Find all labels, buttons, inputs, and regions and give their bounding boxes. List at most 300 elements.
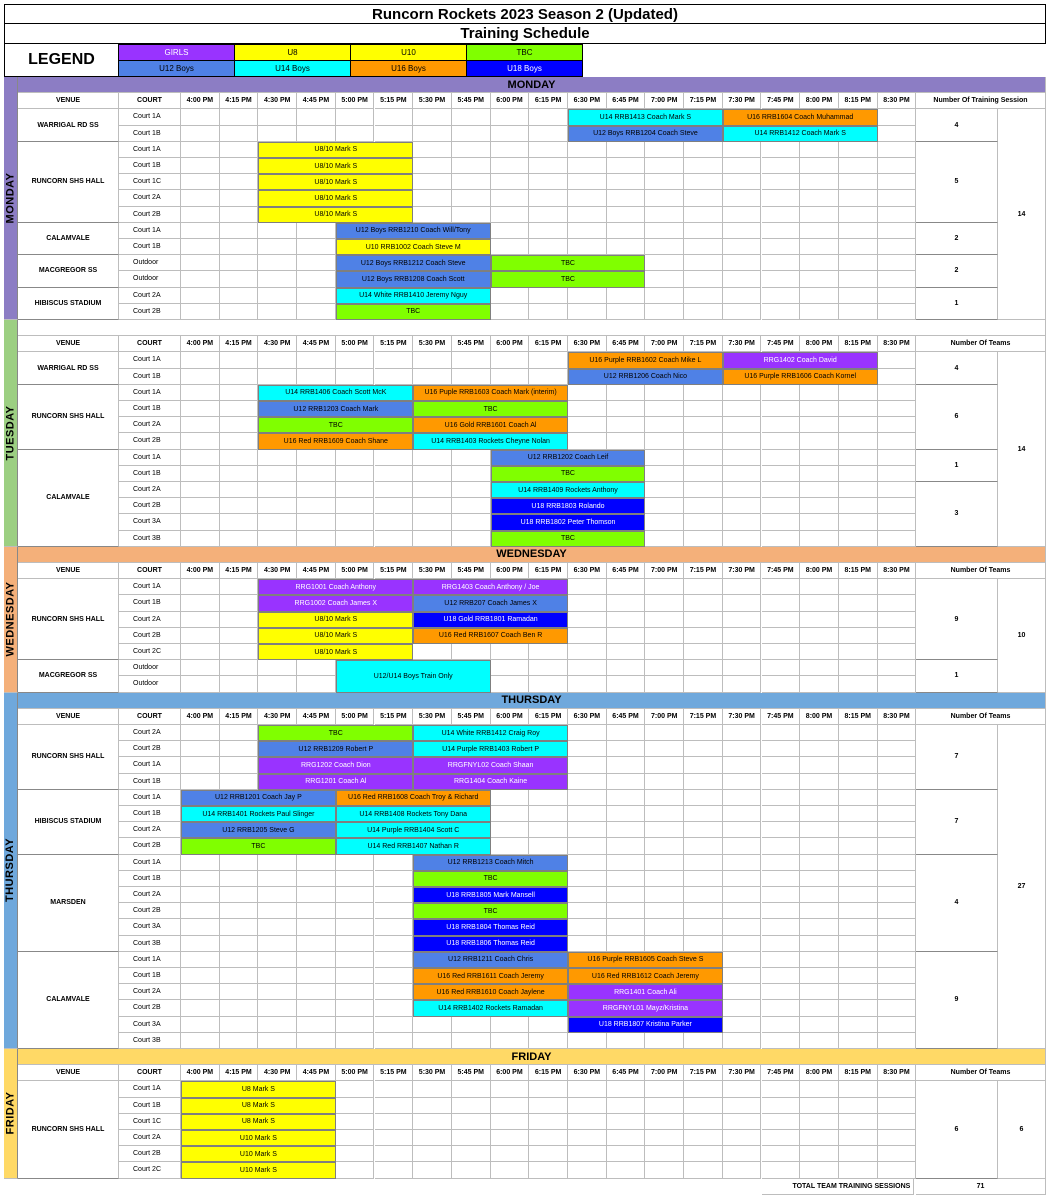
grid-cell bbox=[529, 1114, 568, 1130]
grid-cell bbox=[375, 968, 414, 984]
grid-cell bbox=[878, 790, 917, 806]
time-header: 4:15 PM bbox=[220, 93, 259, 109]
grid-cell bbox=[839, 1162, 878, 1178]
grid-cell bbox=[258, 271, 297, 287]
venue-team-count: 7 bbox=[916, 790, 998, 855]
time-header: 6:30 PM bbox=[568, 336, 607, 352]
grid-cell bbox=[568, 725, 607, 741]
grid-cell bbox=[800, 433, 839, 449]
time-header: 8:00 PM bbox=[800, 709, 839, 725]
grid-cell bbox=[684, 450, 723, 466]
court-label: Court 1B bbox=[119, 158, 181, 174]
grid-cell bbox=[568, 628, 607, 644]
grid-cell bbox=[800, 142, 839, 158]
grid-cell bbox=[297, 239, 336, 255]
court-label: Court 2A bbox=[119, 288, 181, 304]
grid-cell bbox=[375, 952, 414, 968]
time-header: 5:15 PM bbox=[375, 1065, 414, 1081]
time-header: 7:00 PM bbox=[645, 93, 684, 109]
court-label: Court 1C bbox=[119, 1114, 181, 1130]
court-label: Court 2A bbox=[119, 190, 181, 206]
grid-cell bbox=[220, 126, 259, 142]
grid-cell bbox=[684, 612, 723, 628]
grid-cell bbox=[723, 514, 762, 530]
grid-cell bbox=[800, 385, 839, 401]
grid-cell bbox=[258, 369, 297, 385]
grid-cell bbox=[762, 514, 801, 530]
court-label: Court 1B bbox=[119, 126, 181, 142]
grid-cell bbox=[878, 450, 917, 466]
grid-cell bbox=[181, 644, 220, 660]
session-block: U12 RRB1213 Coach Mitch bbox=[413, 855, 568, 871]
grid-cell bbox=[491, 352, 530, 368]
grid-cell bbox=[568, 417, 607, 433]
grid-cell bbox=[258, 952, 297, 968]
grid-cell bbox=[684, 1130, 723, 1146]
court-header: COURT bbox=[119, 336, 181, 352]
day-band-friday: FRIDAY bbox=[18, 1049, 1046, 1065]
grid-cell bbox=[684, 304, 723, 320]
grid-cell bbox=[762, 952, 801, 968]
grid-cell bbox=[452, 142, 491, 158]
time-header: 6:30 PM bbox=[568, 1065, 607, 1081]
time-header: 6:00 PM bbox=[491, 709, 530, 725]
time-header: 7:00 PM bbox=[645, 336, 684, 352]
grid-cell bbox=[607, 725, 646, 741]
court-label: Court 2B bbox=[119, 304, 181, 320]
grid-cell bbox=[181, 352, 220, 368]
grid-cell bbox=[181, 660, 220, 676]
grid-cell bbox=[491, 1017, 530, 1033]
court-label: Court 1A bbox=[119, 142, 181, 158]
time-header: 8:15 PM bbox=[839, 563, 878, 579]
grid-cell bbox=[568, 741, 607, 757]
grid-cell bbox=[181, 450, 220, 466]
grid-cell bbox=[878, 174, 917, 190]
day-band-wednesday: WEDNESDAY bbox=[18, 547, 1046, 563]
court-label: Court 1A bbox=[119, 1081, 181, 1097]
grid-cell bbox=[181, 628, 220, 644]
grid-cell bbox=[452, 531, 491, 547]
grid-cell bbox=[568, 1162, 607, 1178]
grid-cell bbox=[762, 644, 801, 660]
grid-cell bbox=[452, 1017, 491, 1033]
grid-cell bbox=[723, 952, 762, 968]
grid-cell bbox=[568, 790, 607, 806]
grid-cell bbox=[800, 725, 839, 741]
time-header: 6:45 PM bbox=[607, 1065, 646, 1081]
grid-cell bbox=[568, 1033, 607, 1049]
grid-cell bbox=[220, 676, 259, 692]
grid-cell bbox=[645, 239, 684, 255]
grid-cell bbox=[800, 968, 839, 984]
session-block: TBC bbox=[181, 838, 336, 854]
grid-cell bbox=[220, 968, 259, 984]
grid-cell bbox=[568, 855, 607, 871]
grid-cell bbox=[220, 774, 259, 790]
court-label: Court 2A bbox=[119, 482, 181, 498]
grid-cell bbox=[723, 936, 762, 952]
grid-cell bbox=[607, 1114, 646, 1130]
grid-cell bbox=[491, 660, 530, 676]
grid-cell bbox=[645, 725, 684, 741]
time-header: 7:15 PM bbox=[684, 563, 723, 579]
grid-cell bbox=[762, 595, 801, 611]
time-header: 6:30 PM bbox=[568, 709, 607, 725]
court-label: Court 3B bbox=[119, 936, 181, 952]
grid-cell bbox=[258, 466, 297, 482]
grid-cell bbox=[220, 417, 259, 433]
grid-cell bbox=[529, 352, 568, 368]
court-label: Court 2B bbox=[119, 741, 181, 757]
grid-cell bbox=[258, 660, 297, 676]
grid-cell bbox=[568, 757, 607, 773]
grid-cell bbox=[878, 1162, 917, 1178]
grid-cell bbox=[684, 1162, 723, 1178]
court-label: Court 1A bbox=[119, 790, 181, 806]
session-block: U14 White RRB1410 Jeremy Nguy bbox=[336, 288, 491, 304]
venue-team-count: 6 bbox=[916, 1081, 998, 1178]
grid-cell bbox=[723, 579, 762, 595]
grid-cell bbox=[491, 1114, 530, 1130]
grid-cell bbox=[413, 207, 452, 223]
grid-cell bbox=[800, 466, 839, 482]
grid-cell bbox=[413, 1033, 452, 1049]
venue-header: VENUE bbox=[18, 709, 119, 725]
grid-cell bbox=[839, 158, 878, 174]
grid-cell bbox=[878, 676, 917, 692]
grid-cell bbox=[839, 644, 878, 660]
grid-cell bbox=[839, 288, 878, 304]
court-label: Court 1A bbox=[119, 952, 181, 968]
grid-cell bbox=[723, 288, 762, 304]
grid-cell bbox=[452, 174, 491, 190]
grid-cell bbox=[413, 1114, 452, 1130]
grid-cell bbox=[181, 1017, 220, 1033]
grid-cell bbox=[181, 142, 220, 158]
grid-cell bbox=[491, 676, 530, 692]
venue-team-count: 9 bbox=[916, 579, 998, 660]
grid-cell bbox=[181, 498, 220, 514]
grid-cell bbox=[878, 660, 917, 676]
grid-cell bbox=[878, 1098, 917, 1114]
grid-cell bbox=[762, 1162, 801, 1178]
grid-cell bbox=[220, 174, 259, 190]
time-header: 5:45 PM bbox=[452, 563, 491, 579]
grid-cell bbox=[258, 1000, 297, 1016]
grid-cell bbox=[529, 1081, 568, 1097]
grid-cell bbox=[762, 271, 801, 287]
grid-cell bbox=[839, 207, 878, 223]
grid-cell bbox=[568, 1130, 607, 1146]
time-header: 7:15 PM bbox=[684, 709, 723, 725]
time-header: 5:00 PM bbox=[336, 336, 375, 352]
grid-cell bbox=[336, 1146, 375, 1162]
grid-cell bbox=[568, 401, 607, 417]
grid-cell bbox=[800, 450, 839, 466]
grid-cell bbox=[491, 822, 530, 838]
grid-cell bbox=[297, 255, 336, 271]
grid-cell bbox=[800, 223, 839, 239]
grid-cell bbox=[878, 1146, 917, 1162]
session-block: RRG1401 Coach Ali bbox=[568, 984, 723, 1000]
grid-cell bbox=[839, 1000, 878, 1016]
session-block: U14 White RRB1412 Craig Roy bbox=[413, 725, 568, 741]
grid-cell bbox=[684, 1146, 723, 1162]
grid-cell bbox=[220, 579, 259, 595]
grid-cell bbox=[684, 223, 723, 239]
grid-cell bbox=[220, 741, 259, 757]
grid-cell bbox=[491, 1146, 530, 1162]
grid-cell bbox=[336, 1114, 375, 1130]
grid-cell bbox=[181, 984, 220, 1000]
session-block: TBC bbox=[258, 417, 413, 433]
grid-cell bbox=[800, 628, 839, 644]
grid-cell bbox=[220, 450, 259, 466]
grid-cell bbox=[878, 628, 917, 644]
grid-cell bbox=[529, 223, 568, 239]
grid-cell bbox=[258, 109, 297, 125]
time-header: 7:00 PM bbox=[645, 1065, 684, 1081]
grid-cell bbox=[568, 903, 607, 919]
grid-cell bbox=[800, 919, 839, 935]
grid-cell bbox=[723, 1098, 762, 1114]
grid-cell bbox=[762, 385, 801, 401]
grid-cell bbox=[684, 174, 723, 190]
grid-cell bbox=[684, 595, 723, 611]
grid-cell bbox=[800, 984, 839, 1000]
grid-cell bbox=[684, 385, 723, 401]
grid-cell bbox=[607, 1098, 646, 1114]
grid-cell bbox=[645, 919, 684, 935]
time-header: 8:15 PM bbox=[839, 709, 878, 725]
grid-cell bbox=[645, 1162, 684, 1178]
grid-cell bbox=[878, 531, 917, 547]
time-header: 4:00 PM bbox=[181, 93, 220, 109]
grid-cell bbox=[220, 936, 259, 952]
grid-cell bbox=[258, 984, 297, 1000]
venue-header: VENUE bbox=[18, 93, 119, 109]
grid-cell bbox=[645, 158, 684, 174]
grid-cell bbox=[684, 271, 723, 287]
grid-cell bbox=[491, 158, 530, 174]
time-header: 6:45 PM bbox=[607, 709, 646, 725]
grid-cell bbox=[491, 207, 530, 223]
grid-cell bbox=[375, 482, 414, 498]
grid-cell bbox=[336, 952, 375, 968]
court-label: Court 2B bbox=[119, 498, 181, 514]
grid-cell bbox=[762, 903, 801, 919]
grid-cell bbox=[607, 401, 646, 417]
grid-cell bbox=[375, 466, 414, 482]
time-header: 4:30 PM bbox=[258, 336, 297, 352]
grid-cell bbox=[220, 142, 259, 158]
grid-cell bbox=[723, 450, 762, 466]
session-block: U10 Mark S bbox=[181, 1130, 336, 1146]
grid-cell bbox=[762, 790, 801, 806]
grid-cell bbox=[762, 223, 801, 239]
grid-cell bbox=[645, 660, 684, 676]
court-header: COURT bbox=[119, 563, 181, 579]
grid-cell bbox=[684, 158, 723, 174]
session-block: U8/10 Mark S bbox=[258, 207, 413, 223]
legend-swatch-u16-boys: U16 Boys bbox=[351, 61, 467, 78]
grid-cell bbox=[375, 450, 414, 466]
time-header: 7:30 PM bbox=[723, 93, 762, 109]
grid-cell bbox=[452, 498, 491, 514]
grid-cell bbox=[491, 1098, 530, 1114]
venue-header: VENUE bbox=[18, 336, 119, 352]
grid-cell bbox=[181, 190, 220, 206]
grid-cell bbox=[607, 838, 646, 854]
grid-cell bbox=[800, 271, 839, 287]
grid-cell bbox=[839, 1114, 878, 1130]
grid-cell bbox=[762, 1098, 801, 1114]
grid-cell bbox=[529, 158, 568, 174]
session-block: U16 Red RRB1611 Coach Jeremy bbox=[413, 968, 568, 984]
grid-cell bbox=[607, 757, 646, 773]
grid-cell bbox=[645, 1130, 684, 1146]
grid-cell bbox=[723, 822, 762, 838]
session-block: U16 Purple RRB1605 Coach Steve S bbox=[568, 952, 723, 968]
time-header: 5:45 PM bbox=[452, 336, 491, 352]
grid-cell bbox=[491, 190, 530, 206]
grid-cell bbox=[762, 838, 801, 854]
grid-cell bbox=[181, 676, 220, 692]
grid-cell bbox=[762, 433, 801, 449]
grid-cell bbox=[684, 871, 723, 887]
court-label: Court 1C bbox=[119, 174, 181, 190]
court-label: Court 2B bbox=[119, 903, 181, 919]
grid-cell bbox=[413, 514, 452, 530]
grid-cell bbox=[181, 871, 220, 887]
grid-cell bbox=[336, 1081, 375, 1097]
grid-cell bbox=[723, 190, 762, 206]
session-block: U8/10 Mark S bbox=[258, 174, 413, 190]
grid-cell bbox=[762, 531, 801, 547]
grid-cell bbox=[878, 1130, 917, 1146]
session-block: U12/U14 Boys Train Only bbox=[336, 660, 491, 692]
legend-swatch-girls: GIRLS bbox=[119, 44, 235, 61]
grid-cell bbox=[181, 126, 220, 142]
time-header: 7:00 PM bbox=[645, 709, 684, 725]
session-block: U8/10 Mark S bbox=[258, 644, 413, 660]
grid-cell bbox=[800, 255, 839, 271]
session-block: TBC bbox=[413, 903, 568, 919]
grid-cell bbox=[375, 126, 414, 142]
grid-cell bbox=[297, 855, 336, 871]
grid-cell bbox=[375, 498, 414, 514]
grid-cell bbox=[258, 871, 297, 887]
total-sessions-label: TOTAL TEAM TRAINING SESSIONS bbox=[762, 1179, 915, 1195]
session-block: U12 Boys RRB1212 Coach Steve bbox=[336, 255, 491, 271]
grid-cell bbox=[491, 1162, 530, 1178]
grid-cell bbox=[800, 952, 839, 968]
court-label: Court 3B bbox=[119, 531, 181, 547]
grid-cell bbox=[607, 207, 646, 223]
grid-cell bbox=[839, 401, 878, 417]
grid-cell bbox=[723, 1000, 762, 1016]
grid-cell bbox=[607, 239, 646, 255]
grid-cell bbox=[181, 887, 220, 903]
grid-cell bbox=[529, 109, 568, 125]
court-label: Court 1B bbox=[119, 1098, 181, 1114]
grid-cell bbox=[839, 887, 878, 903]
grid-cell bbox=[723, 401, 762, 417]
grid-cell bbox=[220, 223, 259, 239]
grid-cell bbox=[723, 271, 762, 287]
court-label: Court 3A bbox=[119, 919, 181, 935]
time-header: 6:00 PM bbox=[491, 563, 530, 579]
grid-cell bbox=[723, 304, 762, 320]
grid-cell bbox=[839, 1081, 878, 1097]
grid-cell bbox=[723, 255, 762, 271]
grid-cell bbox=[878, 239, 917, 255]
grid-cell bbox=[723, 838, 762, 854]
grid-cell bbox=[220, 207, 259, 223]
grid-cell bbox=[297, 109, 336, 125]
grid-cell bbox=[375, 855, 414, 871]
legend-swatch-u14-boys: U14 Boys bbox=[235, 61, 351, 78]
grid-cell bbox=[645, 871, 684, 887]
grid-cell bbox=[723, 1162, 762, 1178]
grid-cell bbox=[839, 936, 878, 952]
grid-cell bbox=[684, 887, 723, 903]
grid-cell bbox=[452, 1098, 491, 1114]
grid-cell bbox=[220, 628, 259, 644]
session-block: U18 RRB1802 Peter Thomson bbox=[491, 514, 646, 530]
grid-cell bbox=[762, 142, 801, 158]
venue-name: MARSDEN bbox=[18, 855, 119, 952]
time-header: 8:00 PM bbox=[800, 336, 839, 352]
court-label: Outdoor bbox=[119, 255, 181, 271]
session-block: U14 RRB1402 Rockets Ramadan bbox=[413, 1000, 568, 1016]
grid-cell bbox=[762, 628, 801, 644]
grid-cell bbox=[568, 288, 607, 304]
day-band-monday: MONDAY bbox=[18, 77, 1046, 93]
grid-cell bbox=[491, 644, 530, 660]
day-side-label-friday bbox=[4, 1049, 18, 1179]
grid-cell bbox=[839, 855, 878, 871]
grid-cell bbox=[336, 919, 375, 935]
grid-cell bbox=[800, 1162, 839, 1178]
grid-cell bbox=[375, 1000, 414, 1016]
grid-cell bbox=[762, 855, 801, 871]
grid-cell bbox=[800, 190, 839, 206]
grid-cell bbox=[607, 142, 646, 158]
grid-cell bbox=[762, 984, 801, 1000]
time-header: 4:15 PM bbox=[220, 709, 259, 725]
time-header: 4:15 PM bbox=[220, 336, 259, 352]
grid-cell bbox=[878, 1081, 917, 1097]
grid-cell bbox=[607, 190, 646, 206]
grid-cell bbox=[607, 1146, 646, 1162]
venue-team-count: 4 bbox=[916, 352, 998, 384]
grid-cell bbox=[336, 984, 375, 1000]
time-header: 4:00 PM bbox=[181, 563, 220, 579]
day-side-label-wednesday bbox=[4, 547, 18, 693]
grid-cell bbox=[220, 158, 259, 174]
court-label: Court 1A bbox=[119, 579, 181, 595]
grid-cell bbox=[452, 1130, 491, 1146]
grid-cell bbox=[529, 1017, 568, 1033]
grid-cell bbox=[452, 207, 491, 223]
grid-cell bbox=[568, 239, 607, 255]
grid-cell bbox=[529, 838, 568, 854]
grid-cell bbox=[645, 498, 684, 514]
grid-cell bbox=[297, 1000, 336, 1016]
grid-cell bbox=[413, 174, 452, 190]
